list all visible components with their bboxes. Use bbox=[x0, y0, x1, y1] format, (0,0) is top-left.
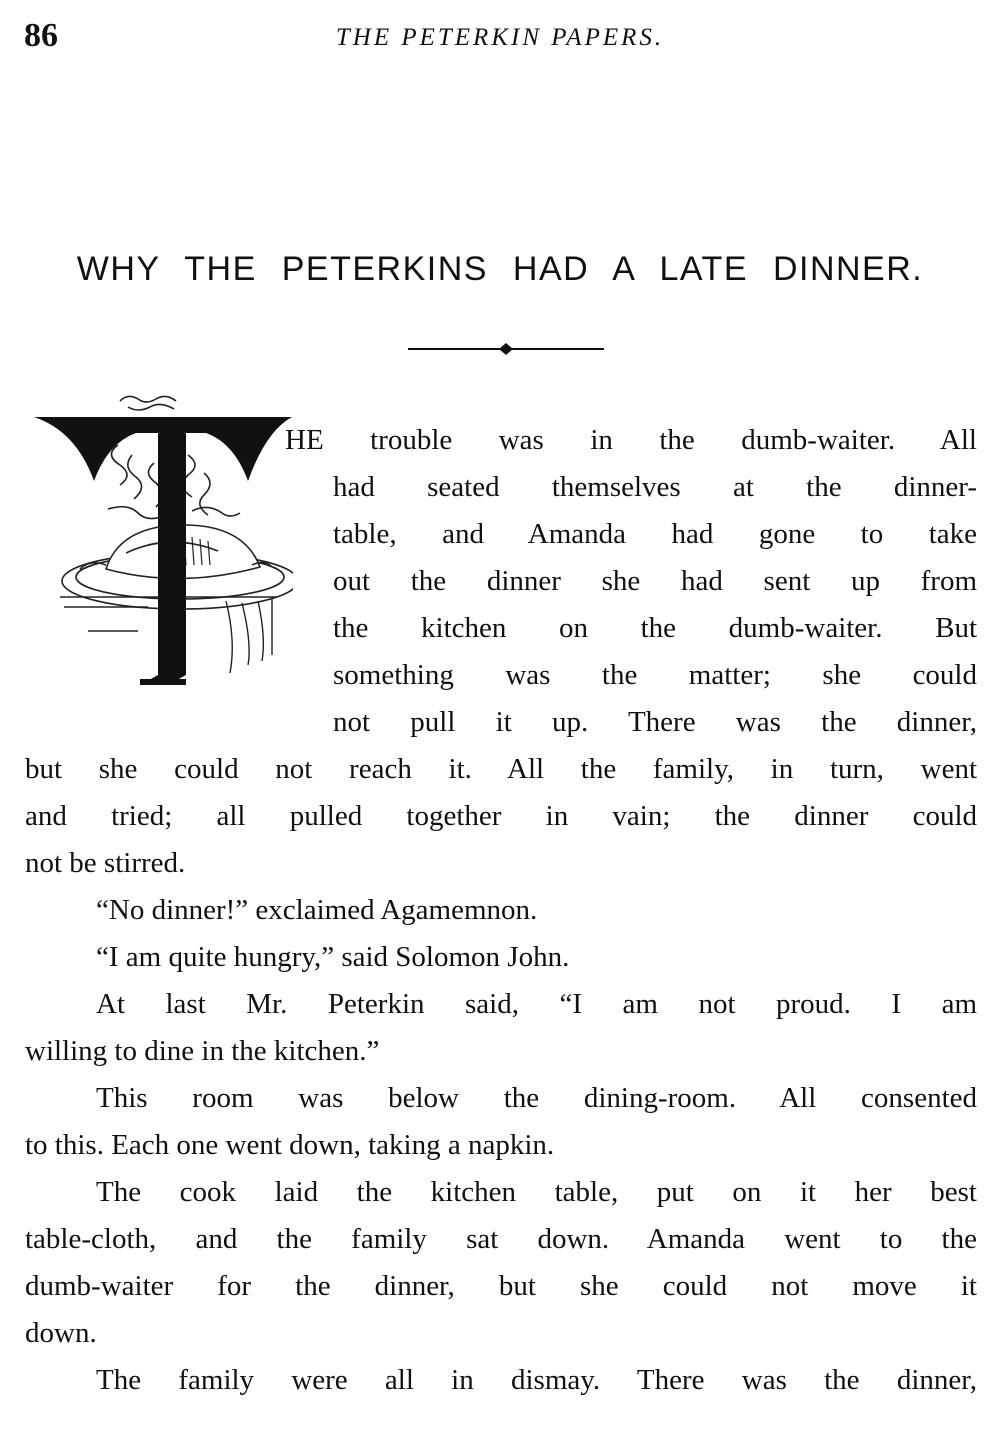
text-line: had seated themselves at the dinner- bbox=[333, 471, 977, 503]
drop-cap-t-icon bbox=[28, 385, 293, 695]
text-line: This room was below the dining-room. All consented bbox=[96, 1082, 977, 1114]
text-line: HE trouble was in the dumb-waiter. All bbox=[285, 424, 977, 456]
text-line: At last Mr. Peterkin said, “I am not proud. I am bbox=[96, 988, 977, 1020]
text-line: dumb-waiter for the dinner, but she could not move it bbox=[25, 1270, 977, 1302]
text-line: but she could not reach it. All the family, in turn, went bbox=[25, 753, 977, 785]
text-line: and tried; all pulled together in vain; the dinner could bbox=[25, 800, 977, 832]
running-head: THE PETERKIN PAPERS. bbox=[335, 24, 665, 51]
title-ornament bbox=[408, 341, 604, 357]
text-line: “I am quite hungry,” said Solomon John. bbox=[96, 941, 570, 973]
page-number: 86 bbox=[24, 17, 58, 54]
text-line: out the dinner she had sent up from bbox=[333, 565, 977, 597]
text-line: table, and Amanda had gone to take bbox=[333, 518, 977, 550]
text-line: The cook laid the kitchen table, put on it her best bbox=[96, 1176, 977, 1208]
text-line: willing to dine in the kitchen.” bbox=[25, 1035, 380, 1067]
text-line: not be stirred. bbox=[25, 847, 186, 879]
text-line: to this. Each one went down, taking a napkin. bbox=[25, 1129, 555, 1161]
text-line: down. bbox=[25, 1317, 97, 1349]
text-line: something was the matter; she could bbox=[333, 659, 977, 691]
text-line: table-cloth, and the family sat down. Amanda went to the bbox=[25, 1223, 977, 1255]
text-line: the kitchen on the dumb-waiter. But bbox=[333, 612, 977, 644]
text-line: “No dinner!” exclaimed Agamemnon. bbox=[96, 894, 538, 926]
text-line: not pull it up. There was the dinner, bbox=[333, 706, 977, 738]
text-line: The family were all in dismay. There was the dinner, bbox=[96, 1364, 977, 1396]
chapter-title: WHY THE PETERKINS HAD A LATE DINNER. bbox=[76, 250, 924, 288]
